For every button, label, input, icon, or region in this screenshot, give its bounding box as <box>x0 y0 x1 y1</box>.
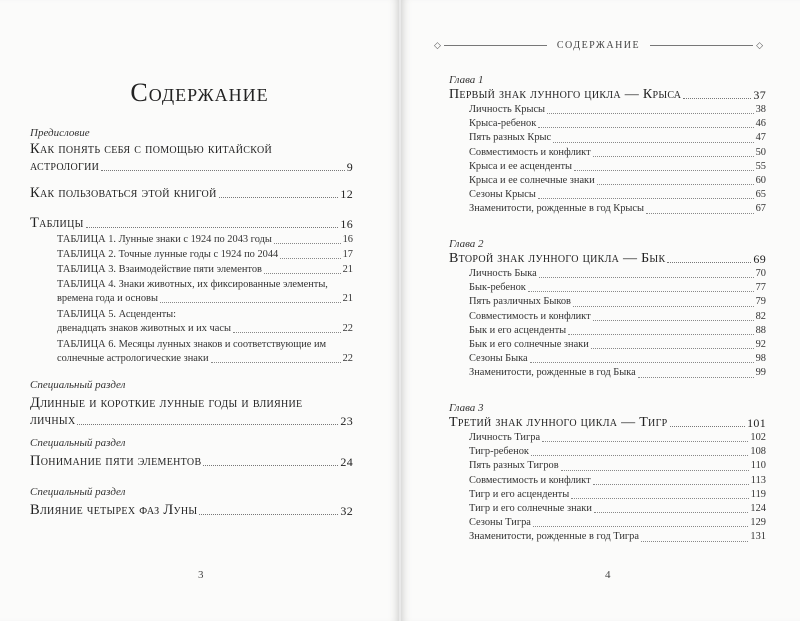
special-label: Специальный раздел <box>30 437 126 449</box>
leader-dots <box>160 302 341 303</box>
toc-entry-label: Совместимость и конфликт <box>469 146 591 158</box>
leader-dots <box>77 424 338 425</box>
toc-entry-page: 77 <box>755 282 766 294</box>
preface-heading-line2-row[interactable] <box>30 158 353 175</box>
toc-entry-label: Тигр-ребенок <box>469 446 529 458</box>
special3-page-number: 32 <box>340 504 353 518</box>
leader-dots <box>593 484 749 485</box>
table-entry-4[interactable] <box>30 291 353 306</box>
leader-dots <box>593 320 754 321</box>
special-label: Специальный раздел <box>30 379 126 391</box>
leader-dots <box>553 142 753 143</box>
toc-entry-page: 119 <box>750 488 766 500</box>
toc-entry-label: Совместимость и конфликт <box>469 310 591 322</box>
toc-entry-label: Бык и его солнечные знаки <box>469 339 589 351</box>
leader-dots <box>638 377 754 378</box>
toc-entry-page: 47 <box>755 132 766 144</box>
special-label: Специальный раздел <box>30 486 126 498</box>
leader-dots <box>233 332 341 333</box>
table-entry-page: 21 <box>342 293 353 304</box>
preface-section <box>30 126 353 175</box>
preface-heading-line1[interactable]: Как понять себя с помощью китайской <box>30 141 273 157</box>
toc-entry[interactable] <box>449 103 766 117</box>
leader-dots <box>597 184 754 185</box>
leader-dots <box>574 170 754 171</box>
chapter-heading-row[interactable] <box>449 415 766 431</box>
page-title: Содержание <box>130 78 269 107</box>
toc-entry-page: 99 <box>755 367 766 379</box>
leader-dots <box>539 277 754 278</box>
chapter-heading: Третий знак лунного цикла — Тигр <box>449 415 668 430</box>
toc-entry-page: 110 <box>750 460 766 472</box>
chapter-label: Глава 1 <box>449 74 484 86</box>
toc-entry-page: 113 <box>750 474 766 486</box>
leader-dots <box>528 291 754 292</box>
table-entry-5-line1[interactable]: ТАБЛИЦА 5. Асценденты: <box>57 309 177 320</box>
leader-dots <box>280 258 340 259</box>
table-entry-label: ТАБЛИЦА 3. Взаимодействие пяти элементов <box>57 264 262 275</box>
toc-entry[interactable] <box>449 530 766 544</box>
table-entry-4-line1[interactable]: ТАБЛИЦА 4. Знаки животных, их фиксированные элементы, <box>57 279 328 290</box>
toc-entry[interactable] <box>449 281 766 295</box>
toc-entry-label: Бык и его асценденты <box>469 324 567 336</box>
toc-entry-label: Совместимость и конфликт <box>469 474 591 486</box>
how-to-page-number: 12 <box>340 187 353 201</box>
toc-entry-label: Знаменитости, рожденные в год Быка <box>469 367 636 379</box>
toc-entry-page: 46 <box>755 118 766 130</box>
leader-dots <box>199 514 338 515</box>
leader-dots <box>211 362 341 363</box>
leader-dots <box>530 362 754 363</box>
table-entry-3[interactable] <box>30 262 353 277</box>
special3-row[interactable] <box>30 502 353 519</box>
toc-entry-label: Личность Тигра <box>469 432 541 443</box>
toc-entry[interactable] <box>449 117 766 131</box>
leader-dots <box>531 455 748 456</box>
header-rule <box>444 45 547 46</box>
left-page <box>0 0 399 621</box>
toc-entry-page: 67 <box>755 203 766 215</box>
toc-entry[interactable] <box>449 366 766 380</box>
preface-label: Предисловие <box>30 127 90 139</box>
tables-row[interactable] <box>30 215 353 232</box>
table-entry-1[interactable] <box>30 232 353 247</box>
toc-entry[interactable] <box>449 352 766 366</box>
how-to-section <box>30 185 353 202</box>
toc-entry-page: 98 <box>755 353 766 365</box>
table-entry-page: 16 <box>342 234 353 245</box>
toc-entry[interactable] <box>449 146 766 160</box>
toc-entry-label: Знаменитости, рожденные в год Крысы <box>469 203 644 215</box>
tables-section <box>30 215 353 366</box>
chapter-heading-row[interactable] <box>449 87 766 103</box>
toc-entry-page: 60 <box>755 175 766 187</box>
toc-entry-page: 88 <box>755 324 766 336</box>
special1-heading-line2: личных <box>30 412 76 428</box>
toc-entry-page: 92 <box>755 339 766 351</box>
leader-dots <box>591 348 754 349</box>
preface-page-number: 9 <box>346 160 353 174</box>
toc-entry-page: 38 <box>755 104 766 115</box>
leader-dots <box>538 198 754 199</box>
leader-dots <box>274 243 341 244</box>
toc-entry[interactable] <box>449 474 766 488</box>
table-entry-label: ТАБЛИЦА 2. Точные лунные годы с 1924 по 2044 <box>57 249 279 260</box>
right-page <box>401 0 800 621</box>
how-to-row[interactable] <box>30 185 353 202</box>
leader-dots <box>683 98 751 99</box>
running-header <box>431 38 766 52</box>
toc-entry-page: 82 <box>755 310 766 322</box>
leader-dots <box>542 441 748 442</box>
toc-entry[interactable] <box>449 188 766 202</box>
special-section-2 <box>30 436 353 470</box>
table-entry-6-line1[interactable]: ТАБЛИЦА 6. Месяцы лунных знаков и соответствующие им <box>57 339 327 350</box>
toc-entry-label: Личность Крысы <box>469 104 546 115</box>
leader-dots <box>203 465 338 466</box>
table-entry-label: времена года и основы <box>57 293 158 304</box>
special2-heading: Понимание пяти элементов <box>30 453 202 469</box>
special-section-3 <box>30 485 353 519</box>
table-entry-page: 17 <box>342 249 353 260</box>
toc-entry[interactable] <box>449 131 766 145</box>
page-number: 4 <box>605 569 611 581</box>
toc-entry[interactable] <box>449 338 766 352</box>
table-entry-label: ТАБЛИЦА 1. Лунные знаки с 1924 по 2043 годы <box>57 234 272 245</box>
toc-entry-label: Крыса и ее асценденты <box>469 160 572 172</box>
special3-heading: Влияние четырех фаз Луны <box>30 502 198 518</box>
leader-dots <box>568 334 754 335</box>
toc-entry-page: 131 <box>750 531 766 543</box>
leader-dots <box>219 197 339 198</box>
toc-entry[interactable] <box>449 324 766 338</box>
chapter-page-number: 101 <box>747 416 766 430</box>
chapter-1 <box>449 73 766 217</box>
toc-entry-label: Крыса-ребенок <box>469 118 537 130</box>
toc-entry-page: 79 <box>755 296 766 308</box>
toc-entry-label: Крыса и ее солнечные знаки <box>469 175 595 187</box>
preface-heading-line2: астрологии <box>30 158 100 174</box>
toc-entry[interactable] <box>449 445 766 459</box>
leader-dots <box>667 262 751 263</box>
header-rule <box>650 45 753 46</box>
toc-entry-page: 108 <box>750 446 766 458</box>
toc-entry[interactable] <box>449 502 766 516</box>
toc-entry-page: 70 <box>755 268 766 279</box>
table-entry-page: 22 <box>342 323 353 334</box>
tables-page-number: 16 <box>340 217 353 231</box>
leader-dots <box>641 541 748 542</box>
running-header-text: СОДЕРЖАНИЕ <box>556 39 641 51</box>
leader-dots <box>101 170 345 171</box>
toc-entry[interactable] <box>449 295 766 309</box>
toc-entry[interactable] <box>449 310 766 324</box>
leader-dots <box>593 156 754 157</box>
leader-dots <box>571 498 749 499</box>
toc-entry[interactable] <box>449 459 766 473</box>
special1-heading-line1[interactable]: Длинные и короткие лунные годы и влияние <box>30 395 303 411</box>
chapter-2 <box>449 237 766 381</box>
toc-entry-page: 102 <box>750 432 766 443</box>
table-entry-label: двенадцать знаков животных и их часы <box>57 323 231 334</box>
toc-entry-label: Бык-ребенок <box>469 282 526 294</box>
toc-entry-label: Тигр и его солнечные знаки <box>469 503 592 515</box>
chapter-label: Глава 2 <box>449 238 484 250</box>
leader-dots <box>547 113 754 114</box>
special2-row[interactable] <box>30 453 353 470</box>
leader-dots <box>573 306 754 307</box>
page-number: 3 <box>198 569 204 581</box>
toc-entry-label: Пять разных Тигров <box>469 460 559 472</box>
chapter-heading: Первый знак лунного цикла — Крыса <box>449 87 682 102</box>
toc-entry-label: Тигр и его асценденты <box>469 488 570 500</box>
toc-entry-page: 65 <box>755 189 766 201</box>
toc-entry[interactable] <box>449 488 766 502</box>
leader-dots <box>561 470 749 471</box>
leader-dots <box>264 273 341 274</box>
toc-entry[interactable] <box>449 516 766 530</box>
toc-entry-label: Знаменитости, рожденные в год Тигра <box>469 531 639 543</box>
leader-dots <box>646 213 754 214</box>
chapter-page-number: 69 <box>753 252 766 266</box>
chapter-heading-row[interactable] <box>449 251 766 267</box>
toc-entry-label: Личность Быка <box>469 268 537 279</box>
toc-entry-page: 55 <box>755 160 766 172</box>
ornament-icon: ◇ <box>434 39 441 50</box>
toc-entry[interactable] <box>449 431 766 445</box>
leader-dots <box>86 227 339 228</box>
chapter-page-number: 37 <box>753 88 766 102</box>
toc-entry[interactable] <box>449 160 766 174</box>
chapter-heading: Второй знак лунного цикла — Бык <box>449 251 666 266</box>
ornament-icon: ◇ <box>756 39 763 50</box>
toc-entry-page: 50 <box>755 146 766 158</box>
special2-page-number: 24 <box>340 455 353 469</box>
table-entry-5[interactable] <box>30 321 353 336</box>
special1-page-number: 23 <box>340 414 353 428</box>
table-entry-6[interactable] <box>30 351 353 366</box>
leader-dots <box>670 426 746 427</box>
toc-entry-page: 124 <box>750 503 766 515</box>
toc-entry-page: 129 <box>750 517 766 529</box>
tables-heading: Таблицы <box>30 215 84 231</box>
table-entry-page: 21 <box>342 264 353 275</box>
toc-entry-label: Сезоны Тигра <box>469 517 531 529</box>
how-to-heading: Как пользоваться этой книгой <box>30 185 217 201</box>
special-section-1 <box>30 378 353 429</box>
toc-entry-label: Пять разных Крыс <box>469 132 552 144</box>
table-entry-page: 22 <box>342 353 353 364</box>
toc-entry-label: Сезоны Крысы <box>469 189 536 201</box>
chapter-label: Глава 3 <box>449 402 484 414</box>
leader-dots <box>533 526 749 527</box>
special1-heading-line2-row[interactable] <box>30 412 353 429</box>
toc-entry[interactable] <box>449 267 766 281</box>
chapter-3 <box>449 401 766 545</box>
toc-entry[interactable] <box>449 174 766 188</box>
table-entry-2[interactable] <box>30 247 353 262</box>
toc-entry-label: Сезоны Быка <box>469 353 528 365</box>
toc-entry-label: Пять различных Быков <box>469 296 571 308</box>
leader-dots <box>538 127 753 128</box>
leader-dots <box>594 512 749 513</box>
toc-entry[interactable] <box>449 202 766 216</box>
table-entry-label: солнечные астрологические знаки <box>57 353 209 364</box>
